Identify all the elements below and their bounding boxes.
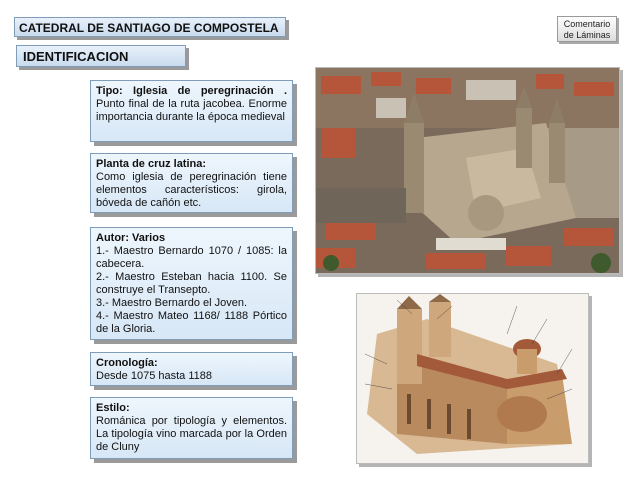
card-cronologia-heading: Cronología: (96, 357, 158, 369)
card-autor (90, 227, 293, 340)
card-planta-heading: Planta de cruz latina: (96, 158, 207, 170)
card-tipo-heading: Tipo: Iglesia de peregrinación . (96, 85, 287, 97)
card-autor-heading: Autor: Varios (96, 232, 166, 244)
card-tipo-body: Punto final de la ruta jacobea. Enorme importancia durante la época medieval (96, 98, 287, 123)
aerial-cathedral-photo (315, 67, 620, 274)
section-title: IDENTIFICACION (16, 45, 186, 67)
page-title: CATEDRAL DE SANTIAGO DE COMPOSTELA (14, 17, 286, 37)
comentario-button[interactable]: Comentario de Láminas (557, 16, 617, 42)
card-tipo (90, 80, 293, 142)
cathedral-cutaway-illustration (356, 293, 589, 464)
card-planta (90, 153, 293, 213)
card-estilo (90, 397, 293, 459)
card-estilo-heading: Estilo: (96, 402, 130, 414)
card-cronologia (90, 352, 293, 386)
card-estilo-body: Románica por tipología y elementos. La tipología vino marcada por la Orden de Cluny (96, 415, 287, 453)
card-autor-body: 1.- Maestro Bernardo 1070 / 1085: la cabecera. 2.- Maestro Esteban hacia 1100. Se construye el Transepto. 3.- Maestro Bernardo el Joven. 4.- Maestro Mateo 1168/ 1188 Pórtico de la Gloria. (96, 245, 287, 335)
card-cronologia-body: Desde 1075 hasta 1188 (96, 370, 212, 382)
card-planta-body: Como iglesia de peregrinación tiene elementos característicos: girola, bóveda de cañón etc. (96, 171, 287, 209)
